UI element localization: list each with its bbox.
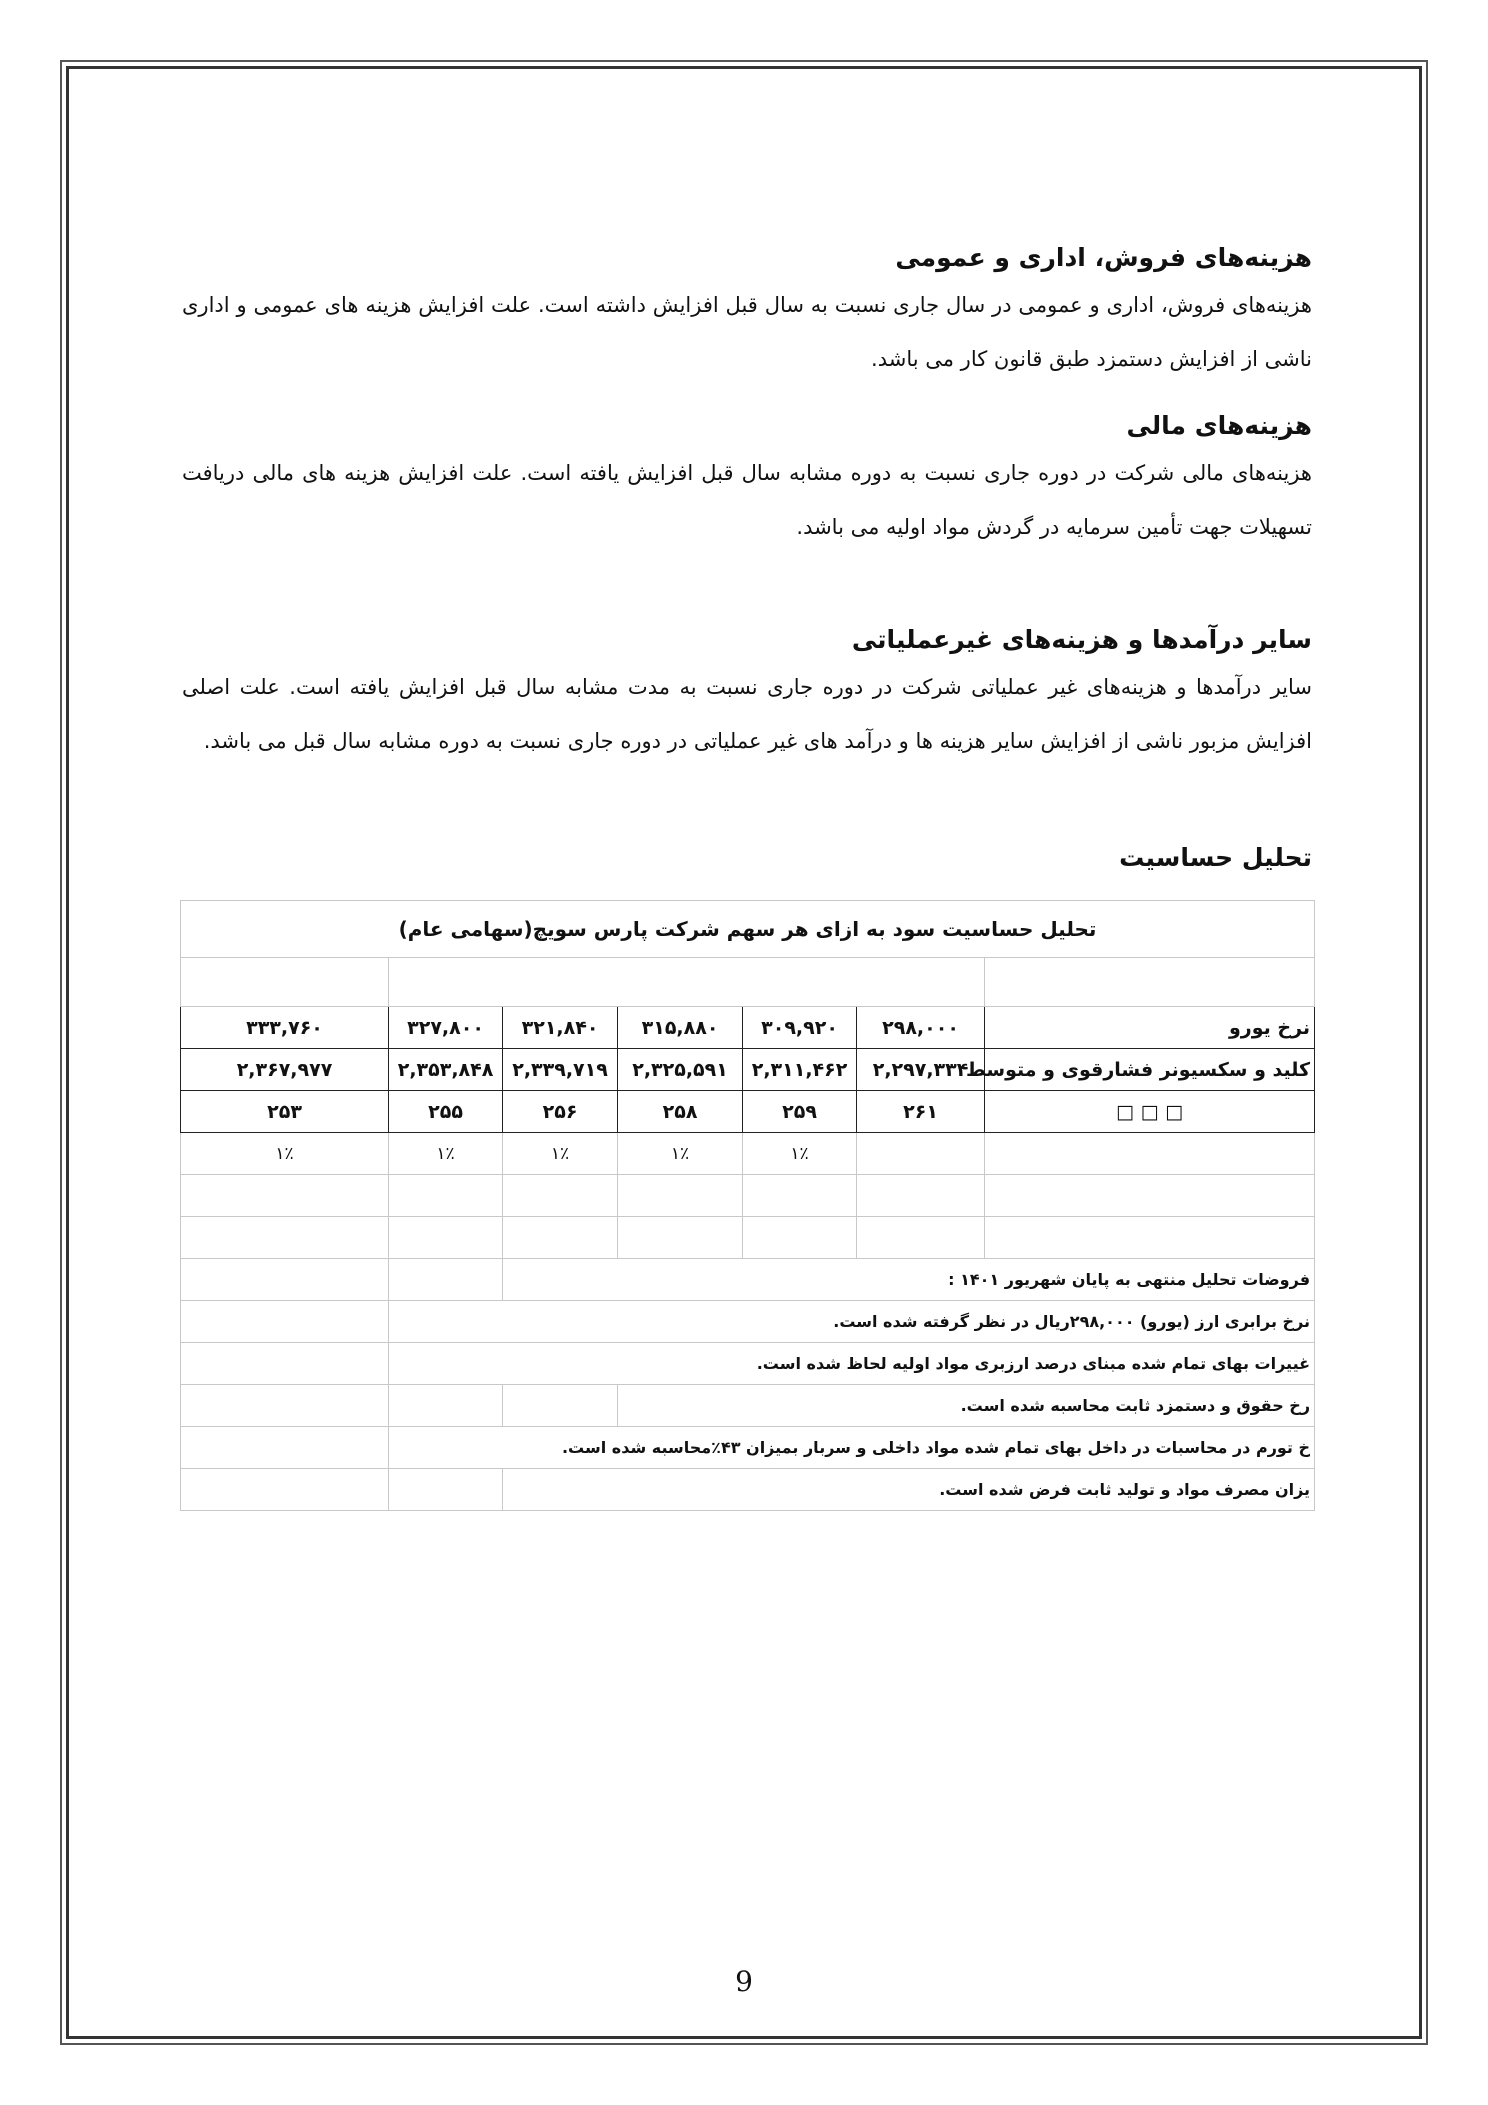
- cell-value: ۲۵۵: [389, 1091, 503, 1133]
- note-text: فروضات تحلیل منتهی به پایان شهریور ۱۴۰۱ :: [618, 1259, 1315, 1301]
- cell-value: ۱٪: [503, 1133, 618, 1175]
- table-note-row: [181, 1259, 1315, 1301]
- section-paragraph: سایر درآمدها و هزینه‌های غیر عملیاتی شرکت در دوره جاری نسبت به مدت مشابه سال قبل افزایش یافته است. علت اصلی افزایش مزبور ناشی از افزایش سایر هزینه ها و درآمد های غیر عملیاتی در دوره جاری نسبت به دوره مشابه سال قبل می باشد.: [182, 675, 1312, 753]
- cell-value: [857, 1133, 985, 1175]
- cell-value: ۲,۳۲۵,۵۹۱: [618, 1049, 743, 1091]
- section-non-operating: [182, 620, 1312, 768]
- cell-value: ۲,۳۱۱,۴۶۲: [743, 1049, 857, 1091]
- cell-value: ۲,۳۶۷,۹۷۷: [181, 1049, 389, 1091]
- cell-value: ۲۶۱: [857, 1091, 985, 1133]
- section-paragraph: هزینه‌های فروش، اداری و عمومی در سال جاری نسبت به سال قبل افزایش داشته است. علت افزایش هزینه های عمومی و اداری ناشی از افزایش دستمزد طبق قانون کار می باشد.: [182, 293, 1312, 371]
- cell-value: ۲۵۳: [181, 1091, 389, 1133]
- cell-value: ۲۹۸,۰۰۰: [857, 1007, 985, 1049]
- table-note-row: [181, 1301, 1315, 1343]
- note-text: نرخ برابری ارز (یورو) ۲۹۸,۰۰۰ریال در نظر گرفته شده است.: [503, 1301, 1315, 1343]
- section-sensitivity: [182, 838, 1312, 878]
- table-note-row: [181, 1427, 1315, 1469]
- section-heading: هزینه‌های فروش، اداری و عمومی: [895, 243, 1312, 272]
- row-label: □ □ □: [985, 1091, 1315, 1133]
- cell-value: ۳۳۳,۷۶۰: [181, 1007, 389, 1049]
- cell-value: ۱٪: [389, 1133, 503, 1175]
- note-text: رخ حقوق و دستمزد ثابت محاسبه شده است.: [743, 1385, 1315, 1427]
- cell-value: ۲۵۹: [743, 1091, 857, 1133]
- page-number: 9: [735, 1965, 753, 1998]
- cell-value: ۲,۳۳۹,۷۱۹: [503, 1049, 618, 1091]
- cell-value: ۱٪: [743, 1133, 857, 1175]
- note-text: غییرات بهای تمام شده مبنای درصد ارزبری مواد اولیه لحاظ شده است.: [503, 1343, 1315, 1385]
- table-row-percent: [181, 1133, 1315, 1175]
- section-financial-expenses: [182, 406, 1312, 554]
- table-note-row: [181, 1343, 1315, 1385]
- table-row-euro-rate: [181, 1007, 1315, 1049]
- note-text: یزان مصرف مواد و تولید ثابت فرض شده است.: [618, 1469, 1315, 1511]
- table-title: تحلیل حساسیت سود به ازای هر سهم شرکت پارس سویچ(سهامی عام): [181, 901, 1315, 958]
- section-paragraph: هزینه‌های مالی شرکت در دوره جاری نسبت به دوره مشابه سال قبل افزایش یافته است. علت افزایش هزینه های مالی دریافت تسهیلات جهت تأمین سرمایه در گردش مواد اولیه می باشد.: [182, 461, 1312, 539]
- table-row-eps: [181, 1091, 1315, 1133]
- table-note-row: [181, 1385, 1315, 1427]
- cell-value: ۲,۳۵۳,۸۴۸: [389, 1049, 503, 1091]
- section-selling-admin-expenses: [182, 238, 1312, 386]
- cell-value: ۳۲۷,۸۰۰: [389, 1007, 503, 1049]
- cell-value: ۳۰۹,۹۲۰: [743, 1007, 857, 1049]
- section-heading: تحلیل حساسیت: [1119, 843, 1312, 872]
- section-heading: هزینه‌های مالی: [1126, 411, 1312, 440]
- note-text: خ تورم در محاسبات در داخل بهای تمام شده مواد داخلی و سربار بمیزان ۴۳٪محاسبه شده است.: [503, 1427, 1315, 1469]
- cell-value: ۲,۲۹۷,۳۳۴: [857, 1049, 985, 1091]
- section-heading: سایر درآمدها و هزینه‌های غیرعملیاتی: [851, 625, 1312, 654]
- cell-value: ۳۱۵,۸۸۰: [618, 1007, 743, 1049]
- cell-value: ۳۲۱,۸۴۰: [503, 1007, 618, 1049]
- sensitivity-table: [180, 900, 1315, 1511]
- cell-value: ۱٪: [181, 1133, 389, 1175]
- row-label: نرخ یورو: [985, 1007, 1315, 1049]
- cell-value: ۲۵۸: [618, 1091, 743, 1133]
- cell-value: ۲۵۶: [503, 1091, 618, 1133]
- cell-value: ۱٪: [618, 1133, 743, 1175]
- table-row-switchgear: [181, 1049, 1315, 1091]
- table-note-row: [181, 1469, 1315, 1511]
- row-label: کلید و سکسیونر فشارقوی و متوسط: [985, 1049, 1315, 1091]
